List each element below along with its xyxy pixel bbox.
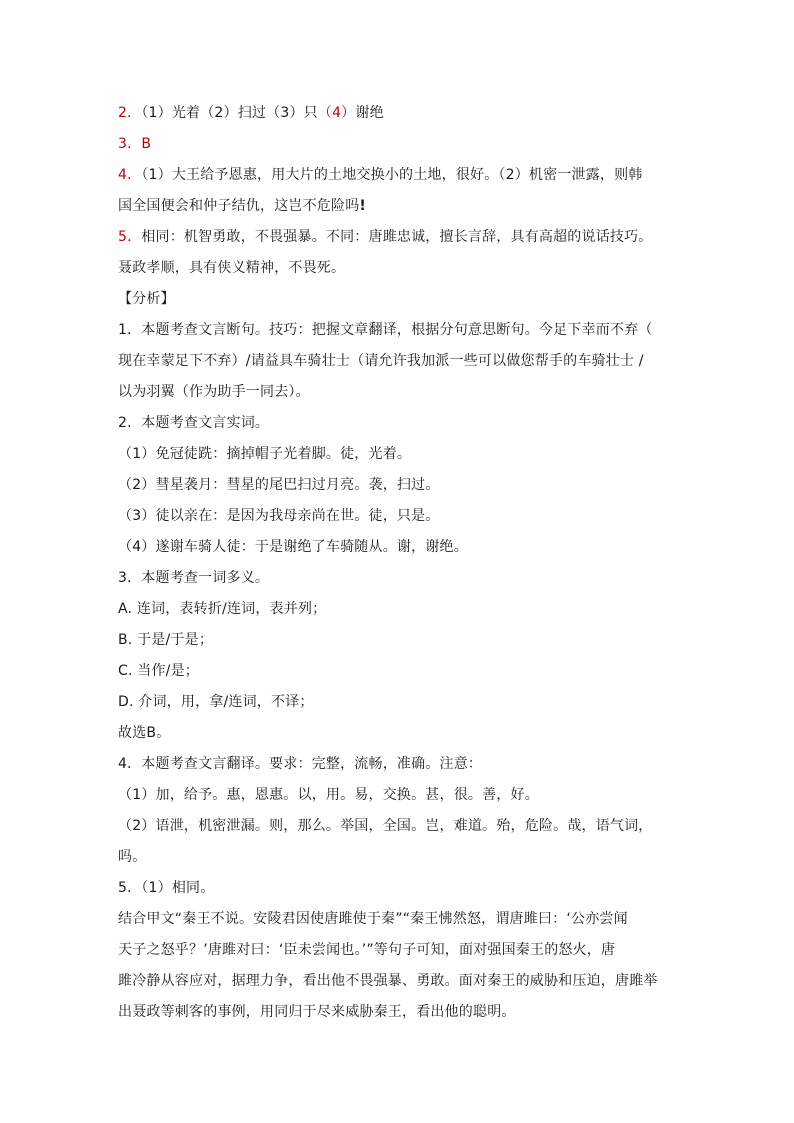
analysis-line: 4．本题考查文言翻译。要求：完整，流畅，准确。注意： bbox=[118, 756, 483, 772]
analysis-line: 现在幸蒙足下不弃）/请益具车骑壮士（请允许我加派一些可以做您帮手的车骑壮士 / bbox=[118, 353, 644, 369]
analysis-line: 1．本题考查文言断句。技巧：把握文章翻译，根据分句意思断句。今足下幸而不弃（ bbox=[118, 322, 653, 338]
document-page bbox=[118, 98, 684, 1028]
analysis-line: D. 介词，用，拿/连词，不译； bbox=[118, 694, 314, 710]
analysis-heading: 【分析】 bbox=[118, 291, 175, 307]
analysis-line: B. 于是/于是； bbox=[118, 632, 214, 648]
analysis-line: （2）语泄，机密泄漏。则，那么。举国，全国。岂，难道。殆，危险。哉，语气词， bbox=[118, 818, 653, 834]
analysis-line: A. 连词，表转折/连词，表并列； bbox=[118, 601, 327, 617]
analysis-line: 天子之怒乎？’唐雎对曰：‘臣未尝闻也。’”等句子可知，面对强国秦王的怒火，唐 bbox=[118, 942, 616, 958]
answer-3-value: B bbox=[141, 136, 152, 152]
analysis-line: C. 当作/是； bbox=[118, 663, 199, 679]
answer-2-part-3: 只 bbox=[303, 105, 318, 121]
answer-4-text-2: 国全国便会和仲子结仇，这岂不危险吗 bbox=[118, 198, 360, 214]
analysis-line: 雎冷静从容应对，据理力争，看出他不畏强暴、勇敢。面对秦王的威胁和压迫，唐雎举 bbox=[118, 973, 658, 989]
answer-2-part-1-label: （1） bbox=[141, 105, 172, 121]
answer-3-number: 3． bbox=[118, 136, 142, 152]
answer-5-number: 5． bbox=[118, 229, 142, 245]
answer-4-line-1 bbox=[118, 160, 684, 191]
answer-2-part-1: 光着 bbox=[171, 105, 201, 121]
analysis-line: 吗。 bbox=[118, 849, 147, 865]
analysis-line: 出聂政等刺客的事例，用同归于尽来威胁秦王，看出他的聪明。 bbox=[118, 1004, 516, 1020]
analysis-line: （1）加，给予。惠，恩惠。以，用。易，交换。甚，很。善，好。 bbox=[118, 787, 539, 803]
answer-5-text-1: 相同：机智勇敢，不畏强暴。不同：唐雎忠诚，擅长言辞，具有高超的说话技巧。 bbox=[141, 229, 653, 245]
answer-5-text-2: 聂政孝顺，具有侠义精神，不畏死。 bbox=[118, 260, 346, 276]
analysis-line: 结合甲文“秦王不说。安陵君因使唐雎使于秦”“秦王怫然怒，谓唐雎曰：‘公亦尝闻 bbox=[118, 911, 628, 927]
analysis-line: 故选B。 bbox=[118, 725, 171, 741]
answer-2-part-4: 谢绝 bbox=[355, 105, 384, 121]
answer-4-text-1: （1）大王给予恩惠，用大片的土地交换小的土地，很好。（2）机密一泄露，则韩 bbox=[141, 167, 643, 183]
analysis-line: 2．本题考查文言实词。 bbox=[118, 415, 270, 431]
answer-5-line-2 bbox=[118, 253, 684, 284]
answer-2-part-2: 扫过 bbox=[237, 105, 267, 121]
analysis-line: 5．（1）相同。 bbox=[118, 880, 215, 896]
answer-2-part-3-label: （3） bbox=[266, 105, 304, 121]
answer-4-line-2 bbox=[118, 191, 684, 222]
answer-5-line-1 bbox=[118, 222, 684, 253]
answer-4-exclamation: ! bbox=[359, 198, 366, 214]
analysis-line: 3．本题考查一词多义。 bbox=[118, 570, 270, 586]
answer-4-number: 4． bbox=[118, 167, 142, 183]
answer-2-number: 2． bbox=[118, 105, 142, 121]
analysis-line: （2）彗星袭月：彗星的尾巴扫过月亮。袭，扫过。 bbox=[118, 477, 440, 493]
answer-2-part-2-label: （2） bbox=[200, 105, 238, 121]
answer-2-part-4-label: （4） bbox=[317, 105, 356, 121]
answer-3 bbox=[118, 129, 684, 160]
answer-2 bbox=[118, 98, 684, 129]
analysis-line: （1）免冠徒跣：摘掉帽子光着脚。徒，光着。 bbox=[118, 446, 412, 462]
analysis-line: 以为羽翼（作为助手一同去）。 bbox=[118, 384, 310, 400]
analysis-line: （4）遂谢车骑人徒：于是谢绝了车骑随从。谢，谢绝。 bbox=[118, 539, 468, 555]
analysis-line: （3）徒以亲在：是因为我母亲尚在世。徒，只是。 bbox=[118, 508, 440, 524]
